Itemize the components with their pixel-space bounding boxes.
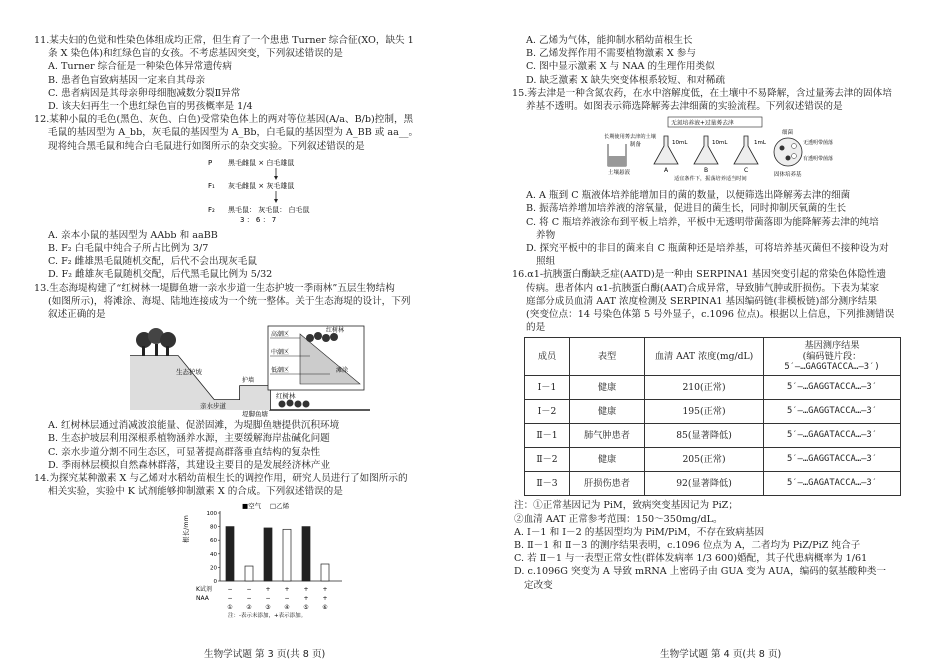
q16-stem-line3: 庭部分成员血清 AAT 浓度检测及 SERPINA1 基因编码链(非模板链)部分测序结果 bbox=[526, 295, 877, 307]
naa-label: NAA bbox=[196, 595, 209, 603]
q15-option-d[interactable]: D. 探究平板中的非目的菌来自 C 瓶菌种还是培养基，可将培养基灭菌但不接种设为对 bbox=[526, 243, 889, 255]
q13-seawall-diagram bbox=[130, 324, 370, 419]
label-10ml-a: 10mL bbox=[672, 140, 688, 147]
q15-option-a[interactable]: A. A 瓶到 C 瓶液体培养能增加目的菌的数量，以便筛选出降解莠去津的细菌 bbox=[526, 190, 851, 202]
question-14 bbox=[34, 472, 469, 619]
table-row bbox=[525, 400, 901, 424]
bar-1 bbox=[226, 527, 234, 581]
q12-option-c[interactable]: C. F₂ 雌雄黑毛鼠随机交配，后代不会出现灰毛鼠 bbox=[48, 256, 257, 268]
group-number: ⑤ bbox=[303, 604, 309, 612]
q14-options bbox=[512, 34, 922, 87]
q16-option-d[interactable]: D. c.1096G 突变为 A 导致 mRNA 上密码子由 GUA 变为 AUA，编码的氨基酸种类一 bbox=[514, 566, 887, 578]
label-1ml: 1mL bbox=[754, 140, 766, 147]
p-cross-text: 黑毛雌鼠 × 白毛雄鼠 bbox=[228, 158, 295, 167]
col-sequencing-line2: (编码链片段： bbox=[802, 351, 862, 363]
y-tick-label: 80 bbox=[210, 525, 217, 532]
q16-option-d-cont: 定改变 bbox=[524, 579, 553, 591]
cell-phenotype: 健康 bbox=[570, 400, 645, 424]
cell-member: Ⅰ－1 bbox=[525, 376, 570, 400]
label-mangrove: 红树林 bbox=[276, 392, 296, 401]
legend-ethylene: □乙烯 bbox=[270, 502, 290, 511]
f1-cross-text: 灰毛雌鼠 × 灰毛雄鼠 bbox=[228, 181, 295, 190]
label-no-zone: 无透明带菌落 bbox=[803, 140, 834, 147]
q14-option-c[interactable]: C. 图中显示激素 X 与 NAA 的生理作用类似 bbox=[526, 61, 715, 73]
q15-stem-line2: 养基不透明。如图表示筛选降解莠去津细菌的实验流程。下列叙述错误的是 bbox=[526, 101, 843, 113]
cell-aat: 92(显著降低) bbox=[645, 472, 764, 496]
q13-stem-line1: 13.生态海堤构建了“红树林一堤脚鱼塘一亲水步道一生态护坡一季雨林”五层生物结构 bbox=[34, 282, 395, 294]
cell-member: Ⅱ－3 bbox=[525, 472, 570, 496]
label-flask-c: C bbox=[744, 167, 749, 175]
label-mid-tide: 中潮区 bbox=[271, 349, 290, 357]
q15-screening-diagram bbox=[604, 116, 834, 186]
question-11 bbox=[34, 34, 469, 113]
q15-option-d-cont: 照组 bbox=[536, 256, 556, 268]
table-row bbox=[525, 376, 901, 400]
label-mangrove-inset: 红树林 bbox=[326, 327, 345, 335]
col-phenotype: 表型 bbox=[570, 338, 645, 376]
question-12 bbox=[34, 113, 469, 281]
y-tick-label: 0 bbox=[213, 579, 217, 586]
cell-aat: 210(正常) bbox=[645, 376, 764, 400]
label-mudflat: 滩涂 bbox=[336, 367, 349, 375]
q16-sequencing-table bbox=[524, 337, 901, 496]
q16-stem-line4: (突变位点：14 号染色体第 5 号外显子，c.1096 位点)。根据以上信息，下列推测错误 bbox=[526, 309, 895, 321]
q16-option-a[interactable]: A. Ⅰ－1 和 Ⅰ－2 的基因型均为 PiM/PiM，不存在致病基因 bbox=[514, 526, 765, 538]
table-header-row bbox=[525, 338, 901, 376]
q13-stem-line2: (如图所示)，将滩涂、海堤、陆地连接成为一个统一整体。关于生态海堤的设计，下列 bbox=[48, 295, 411, 307]
q16-stem-line5: 的是 bbox=[526, 322, 546, 334]
y-tick-label: 100 bbox=[206, 511, 217, 518]
cell-sequence: 5′—…GAGGTACCA…—3′ bbox=[764, 376, 901, 400]
soil-beaker-icon bbox=[608, 144, 626, 166]
monsoon-forest-trees-icon bbox=[136, 328, 176, 356]
col-sequencing-line3: 5′—…GAGGTACCA…—3′) bbox=[784, 362, 880, 373]
q11-option-c[interactable]: C. 患者病因是其母亲卵母细胞减数分裂Ⅱ异常 bbox=[48, 87, 241, 99]
bar-3 bbox=[264, 528, 272, 581]
col-sequencing-line1: 基因测序结果 bbox=[804, 340, 860, 352]
label-has-zone: 有透明带菌落 bbox=[803, 156, 834, 163]
q14-option-b[interactable]: B. 乙烯发挥作用不需要植物激素 X 参与 bbox=[526, 48, 696, 60]
cell-phenotype: 健康 bbox=[570, 376, 645, 400]
group-number: ④ bbox=[284, 604, 290, 612]
y-tick-label: 60 bbox=[210, 538, 217, 545]
cell-sequence: 5′—…GAGGTACCA…—3′ bbox=[764, 400, 901, 424]
label-liquid-medium: 无氮培养液+过量莠去津 bbox=[671, 120, 734, 127]
q12-stem-line1: 12.某种小鼠的毛色(黑色、灰色、白色)受常染色体上的两对等位基因(A/a、B/b)控制，黑 bbox=[34, 114, 414, 126]
table-row bbox=[525, 424, 901, 448]
k-mark: + bbox=[322, 586, 328, 594]
cell-phenotype: 健康 bbox=[570, 448, 645, 472]
petri-dish-icon bbox=[774, 138, 802, 166]
table-row bbox=[525, 448, 901, 472]
tidal-zone-inset bbox=[268, 326, 364, 390]
f2-ratio: 3 ： 6 ： 7 bbox=[240, 215, 277, 224]
cell-member: Ⅱ－1 bbox=[525, 424, 570, 448]
naa-mark: + bbox=[322, 595, 328, 603]
q13-stem-line3: 叙述正确的是 bbox=[48, 309, 106, 321]
q14-root-length-chart bbox=[182, 501, 382, 619]
q11-stem-line2: 条 X 染色体)和红绿色盲的女孩。不考虑基因突变，下列叙述错误的是 bbox=[48, 48, 343, 60]
group-number: ③ bbox=[265, 604, 271, 612]
col-sequencing bbox=[764, 338, 901, 376]
label-fish-pond: 堤脚鱼塘 bbox=[242, 410, 268, 419]
cell-aat: 85(显著降低) bbox=[645, 424, 764, 448]
label-high-tide: 高潮区 bbox=[271, 331, 290, 339]
q15-stem-line1: 15.莠去津是一种含氮农药，在水中溶解度低，在土壤中不易降解，含过量莠去津的固体培 bbox=[512, 87, 892, 99]
p-generation-label: P bbox=[208, 158, 213, 167]
left-column bbox=[34, 34, 469, 622]
k-mark: + bbox=[265, 586, 271, 594]
label-solid-medium: 固体培养基 bbox=[774, 172, 802, 179]
naa-mark: + bbox=[303, 595, 309, 603]
k-mark: − bbox=[246, 586, 252, 594]
f2-generation-label: F₂ bbox=[208, 205, 215, 214]
q11-option-d[interactable]: D. 该夫妇再生一个患红绿色盲的男孩概率是 1/4 bbox=[48, 101, 253, 113]
mangrove-bottom-trees-icon bbox=[279, 400, 310, 408]
naa-mark: − bbox=[284, 595, 290, 603]
cell-aat: 205(正常) bbox=[645, 448, 764, 472]
q12-stem-line3: 现将纯合黑毛鼠和纯合白毛鼠进行如图所示的杂交实验。下列叙述错误的是 bbox=[48, 140, 365, 152]
q13-option-b[interactable]: B. 生态护坡层利用深根系植物涵养水源，主要缓解海岸盐碱化问题 bbox=[48, 433, 330, 445]
table-row bbox=[525, 472, 901, 496]
q14-stem-line1: 14.为探究某种激素 X 与乙烯对水稻幼苗根生长的调控作用，研究人员进行了如图所示的 bbox=[34, 473, 408, 485]
f2-phenotypes: 黑毛鼠： 灰毛鼠： 白毛鼠 bbox=[228, 205, 310, 214]
naa-mark: − bbox=[246, 595, 252, 603]
bar-6 bbox=[321, 564, 329, 581]
k-mark: + bbox=[284, 586, 290, 594]
label-prepare: 制备 bbox=[630, 142, 642, 149]
label-flask-b: B bbox=[704, 167, 709, 175]
q14-stem-line2: 相关实验，实验中 K 试剂能够抑制激素 X 的合成。下列叙述错误的是 bbox=[48, 486, 343, 498]
q15-option-c-cont: 养物 bbox=[536, 229, 556, 241]
q16-option-b[interactable]: B. Ⅱ－1 和 Ⅱ－3 的测序结果表明，c.1096 位点为 A，二者均为 PiZ/PiZ 纯合子 bbox=[514, 540, 861, 552]
chart-note: 注：-表示未添加，+表示添加。 bbox=[228, 613, 307, 620]
label-soil: 长期使用莠去津的土壤 bbox=[604, 134, 656, 141]
bar-4 bbox=[283, 530, 291, 582]
cell-member: Ⅱ－2 bbox=[525, 448, 570, 472]
q15-option-b[interactable]: B. 振荡培养增加培养液的溶氧量，促进目的菌生长，同时抑制厌氧菌的生长 bbox=[526, 203, 847, 215]
k-mark: + bbox=[303, 586, 309, 594]
k-mark: − bbox=[227, 586, 233, 594]
y-tick-label: 20 bbox=[210, 565, 217, 572]
question-16 bbox=[512, 268, 922, 591]
cell-sequence: 5′—…GAGATACCA…—3′ bbox=[764, 424, 901, 448]
q13-option-d[interactable]: D. 季雨林层模拟自然森林群落，其建设主要目的是发展经济林产业 bbox=[48, 459, 331, 471]
q16-option-c[interactable]: C. 若 Ⅱ－1 与一表型正常女性(群体发病率 1/3 600)婚配，其子代患病概率为 1/61 bbox=[514, 553, 868, 565]
q13-option-c[interactable]: C. 亲水步道分割不同生态区，可显著提高群落垂直结构的复杂性 bbox=[48, 446, 321, 458]
cell-member: Ⅰ－2 bbox=[525, 400, 570, 424]
col-aat-concentration: 血清 AAT 浓度(mg/dL) bbox=[645, 338, 764, 376]
label-eco-slope: 生态护坡 bbox=[176, 368, 202, 377]
cell-phenotype: 肝损伤患者 bbox=[570, 472, 645, 496]
q16-stem-line2: 传病。患者体内 α1-抗胰蛋白酶(AAT)合成异常，导致肺气肿或肝损伤。下表为某家 bbox=[526, 282, 880, 294]
q12-option-a[interactable]: A. 亲本小鼠的基因型为 AAbb 和 aaBB bbox=[48, 229, 218, 241]
group-number: ⑥ bbox=[322, 604, 328, 612]
q13-option-a[interactable]: A. 红树林层通过消减波浪能量、促淤固滩，为堤脚鱼塘提供沉积环境 bbox=[48, 420, 340, 432]
f1-generation-label: F₁ bbox=[208, 181, 215, 190]
q11-option-b[interactable]: B. 患者色盲致病基因一定来自其母亲 bbox=[48, 74, 206, 86]
q16-stem-line1: 16.α1-抗胰蛋白酶缺乏症(AATD)是一种由 SERPINA1 基因突变引起的常染色体隐性遗 bbox=[512, 269, 886, 281]
q11-option-a[interactable]: A. Turner 综合征是一种染色体异常遗传病 bbox=[48, 61, 232, 73]
cell-sequence: 5′—…GAGATACCA…—3′ bbox=[764, 472, 901, 496]
cell-phenotype: 肺气肿患者 bbox=[570, 424, 645, 448]
bar-5 bbox=[302, 527, 310, 581]
group-number: ① bbox=[227, 604, 233, 612]
question-15 bbox=[512, 87, 922, 269]
cell-sequence: 5′—…GAGGTACCA…—3′ bbox=[764, 448, 901, 472]
naa-mark: − bbox=[265, 595, 271, 603]
page-footer-left: 生物学试题 第 3 页(共 8 页) bbox=[204, 649, 326, 660]
question-13 bbox=[34, 282, 469, 472]
label-culture-condition: 适宜条件下，振荡培养适当时间 bbox=[674, 176, 747, 183]
q16-note-1: 注：①正常基因记为 PiM，致病突变基因记为 PiZ； bbox=[514, 500, 738, 512]
q15-option-c[interactable]: C. 将 C 瓶培养液涂布到平板上培养，平板中无透明带菌落即为能降解莠去津的纯培 bbox=[526, 216, 879, 228]
col-member: 成员 bbox=[525, 338, 570, 376]
label-soil-suspension: 土壤悬液 bbox=[608, 170, 631, 177]
naa-mark: − bbox=[227, 595, 233, 603]
y-tick-label: 40 bbox=[210, 552, 217, 559]
q12-stem-line2: 毛鼠的基因型为 A_bb，灰毛鼠的基因型为 A_Bb，白毛鼠的基因型为 A_BB 或 aa__。 bbox=[48, 127, 419, 139]
label-waterfront-walkway: 亲水步道 bbox=[200, 402, 226, 411]
page-footer-right: 生物学试题 第 4 页(共 8 页) bbox=[660, 649, 782, 660]
label-10ml-b: 10mL bbox=[712, 140, 728, 147]
q16-note-2: ②血清 AAT 正常参考范围：150～350mg/dL。 bbox=[514, 513, 723, 525]
q14-option-d[interactable]: D. 缺乏激素 X 缺失突变体根系较短、和对稀疏 bbox=[526, 74, 726, 86]
q11-stem-line1: 11.某夫妇的色觉和性染色体组成均正常，但生育了一个患患 Turner 综合征(XO，缺失 1 bbox=[34, 35, 414, 46]
label-seawall-guard: 护墙 bbox=[242, 377, 255, 385]
right-column bbox=[512, 34, 922, 592]
legend-air: ■空气 bbox=[242, 502, 262, 511]
q14-option-a[interactable]: A. 乙烯为气体，能抑制水稻幼苗根生长 bbox=[526, 35, 693, 46]
y-axis-label: 根长/mm bbox=[182, 515, 190, 544]
q12-cross-diagram bbox=[206, 156, 366, 226]
bar-2 bbox=[245, 567, 253, 582]
cell-aat: 195(正常) bbox=[645, 400, 764, 424]
q12-option-b[interactable]: B. F₂ 白毛鼠中纯合子所占比例为 3/7 bbox=[48, 243, 209, 255]
label-low-tide: 低潮区 bbox=[271, 367, 290, 375]
group-number: ② bbox=[246, 604, 252, 612]
q12-option-d[interactable]: D. F₂ 雌雄灰毛鼠随机交配，后代黑毛鼠比例为 5/32 bbox=[48, 269, 273, 281]
label-flask-a: A bbox=[664, 167, 669, 175]
k-reagent-label: K试剂 bbox=[196, 586, 212, 594]
label-bacteria: 细菌 bbox=[782, 130, 794, 137]
